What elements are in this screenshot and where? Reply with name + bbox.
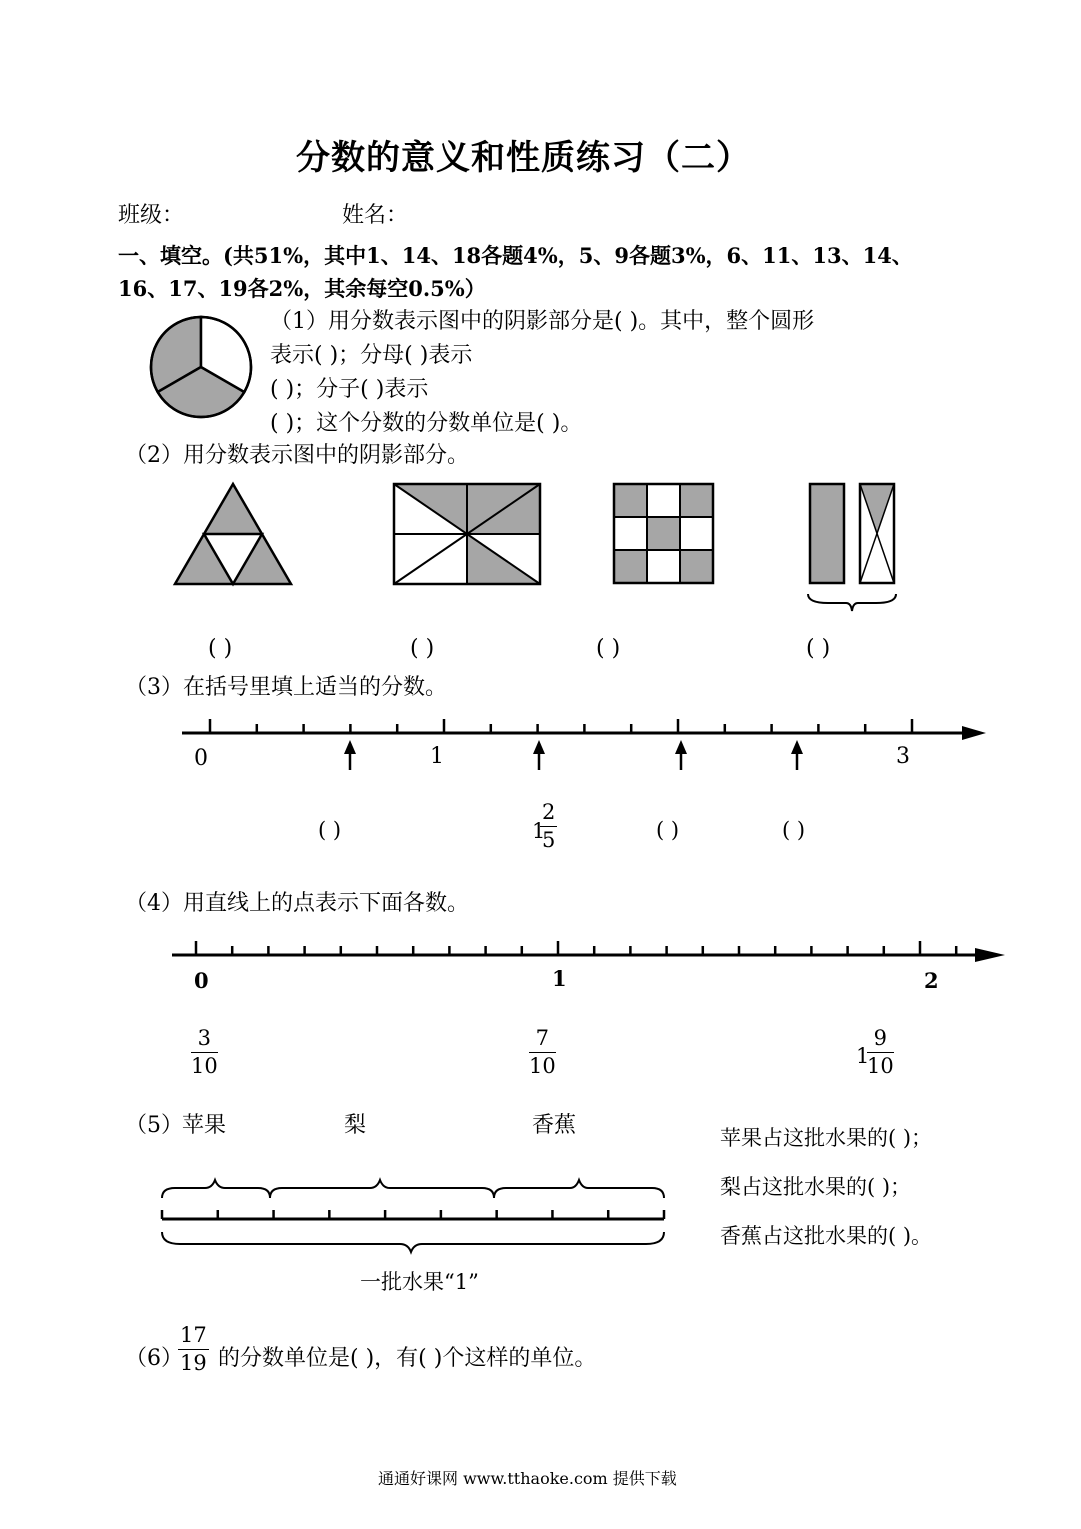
q2-prompt: （2）用分数表示图中的阴影部分。: [125, 443, 469, 468]
q5-fruit-pear: 梨: [344, 1113, 367, 1138]
q5-apple-question: 苹果占这批水果的( )；: [720, 1126, 933, 1150]
q3-given-whole: 1: [532, 819, 546, 843]
q3-answer-3[interactable]: ( ): [656, 818, 680, 842]
q2-answer-2[interactable]: ( ): [410, 636, 435, 661]
q3-tick-label-1: 1: [430, 744, 444, 769]
class-label: 班级：: [118, 203, 185, 228]
q3-prompt: （3）在括号里填上适当的分数。: [125, 675, 447, 700]
q3-answer-1[interactable]: ( ): [318, 818, 342, 842]
q2-answer-3[interactable]: ( ): [596, 636, 621, 661]
q3-tick-label-3: 3: [896, 744, 910, 769]
q4-fraction-3-numerator: 9: [873, 1026, 888, 1050]
q4-tick-label-2: 2: [924, 968, 939, 993]
q3-given-denominator: 5: [542, 828, 556, 852]
q5-prefix: （5）: [125, 1113, 183, 1138]
q4-tick-label-1: 1: [552, 966, 567, 991]
q4-tick-label-0: 0: [194, 968, 209, 993]
q1-line2: 表示( )；分母( )表示: [270, 343, 473, 368]
q2-answer-1[interactable]: ( ): [208, 636, 233, 661]
q3-tick-label-0: 0: [194, 746, 208, 771]
q4-fraction-3-whole: 1: [856, 1044, 870, 1068]
q4-fraction-2-denominator: 10: [529, 1054, 556, 1078]
q5-banana-question: 香蕉占这批水果的( )。: [720, 1224, 933, 1248]
q4-fraction-1-denominator: 10: [191, 1054, 218, 1078]
q2-answer-4[interactable]: ( ): [806, 636, 831, 661]
q6-text: 的分数单位是( )，有( )个这样的单位。: [218, 1346, 597, 1371]
q1-line1: （1）用分数表示图中的阴影部分是( )。其中，整个圆形: [270, 309, 815, 334]
q1-line4: ( )；这个分数的分数单位是( )。: [270, 411, 583, 436]
q6-denominator: 19: [180, 1351, 207, 1375]
q5-fruit-apple: 苹果: [182, 1113, 227, 1138]
q5-whole-label: 一批水果“1”: [360, 1270, 479, 1294]
q4-prompt: （4）用直线上的点表示下面各数。: [125, 891, 469, 916]
q4-fraction-3-denominator: 10: [867, 1054, 894, 1078]
q4-fraction-1-numerator: 3: [197, 1026, 212, 1050]
q5-fruit-banana: 香蕉: [532, 1113, 577, 1138]
page-footer: 通通好课网 www.tthaoke.com 提供下载: [378, 1469, 677, 1488]
q3-given-numerator: 2: [542, 800, 556, 824]
page-title: 分数的意义和性质练习（二）: [296, 138, 751, 178]
section-heading-line1: 一、填空。(共51%，其中1、14、18各题4%，5、9各题3%，6、11、13、14、: [118, 243, 913, 268]
q4-fraction-2-numerator: 7: [535, 1026, 550, 1050]
q1-line3: ( )；分子( )表示: [270, 377, 429, 402]
q5-pear-question: 梨占这批水果的( )；: [720, 1175, 912, 1199]
name-label: 姓名：: [342, 203, 409, 228]
q3-answer-4[interactable]: ( ): [782, 818, 806, 842]
q6-numerator: 17: [180, 1323, 207, 1347]
section-heading-line2: 16、17、19各2%，其余每空0.5%）: [118, 276, 486, 301]
q6-fraction: [178, 1325, 209, 1374]
q6-prefix: （6）: [125, 1346, 183, 1371]
